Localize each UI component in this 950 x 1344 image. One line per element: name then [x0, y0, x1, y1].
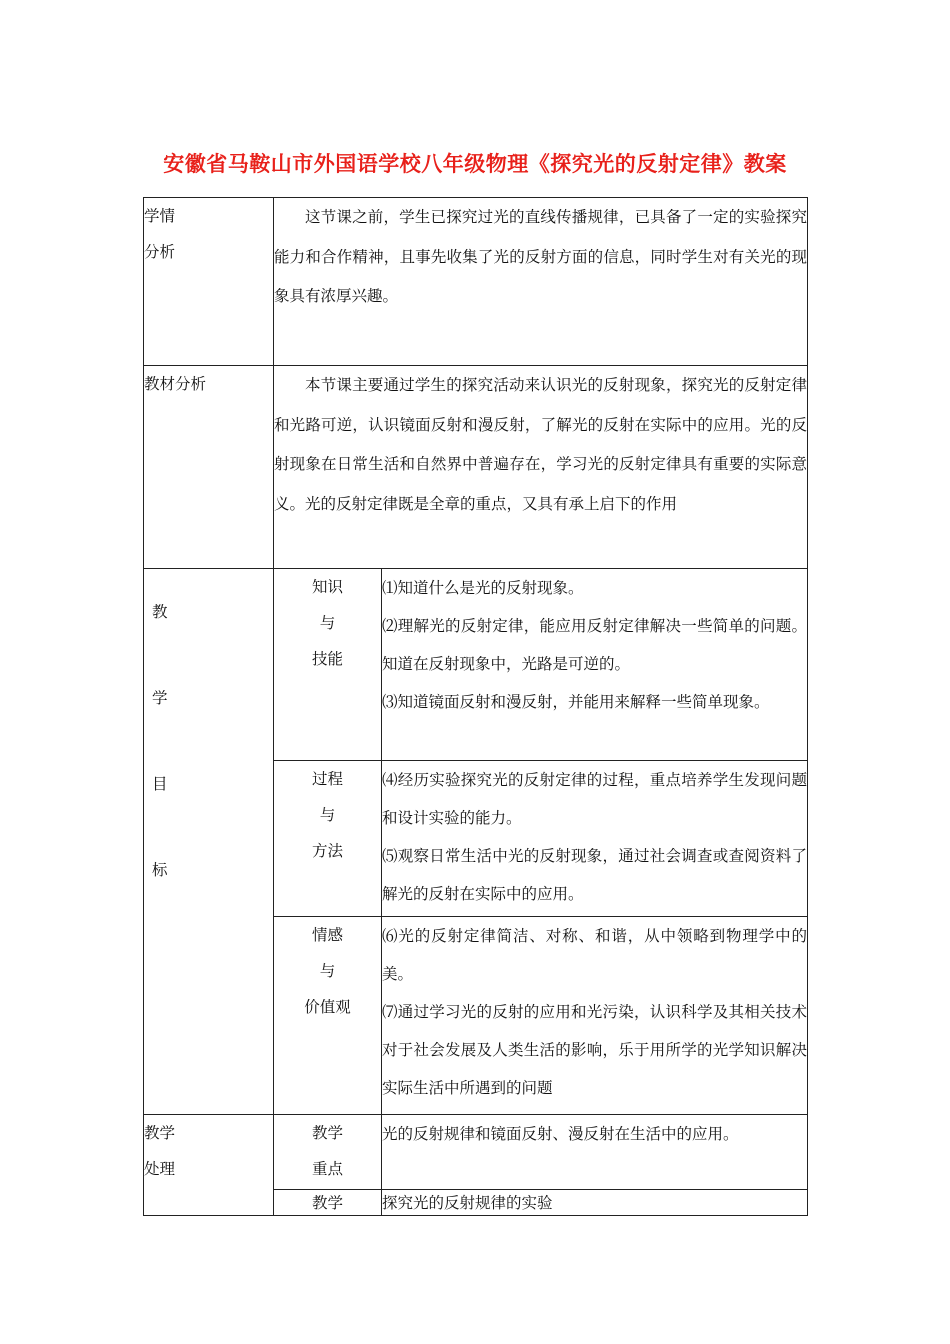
- document-title: 安徽省马鞍山市外国语学校八年级物理《探究光的反射定律》教案: [163, 152, 787, 176]
- process-methods-label: 过程 与 方法: [274, 761, 382, 917]
- emotion-values-items: [382, 917, 808, 1115]
- objective-item-2: ⑵理解光的反射定律，能应用反射定律解决一些简单的问题。知道在反射现象中，光路是可逆的。: [382, 617, 808, 673]
- objective-item-7: ⑺通过学习光的反射的应用和光污染，认识科学及其相关技术对于社会发展及人类生活的影响，乐于用所学的光学知识解决实际生活中所遇到的问题: [382, 1003, 808, 1097]
- objective-item-6: ⑹光的反射定律简洁、对称、和谐，从中领略到物理学中的美。: [382, 927, 808, 983]
- material-analysis-text: 本节课主要通过学生的探究活动来认识光的反射现象，探究光的反射定律和光路可逆，认识镜面反射和漫反射，了解光的反射在实际中的应用。光的反射现象在日常生活和自然界中普遍存在，学习光的反射定律具有重要的实际意义。光的反射定律既是全章的重点，又具有承上启下的作用: [274, 366, 808, 569]
- student-analysis-label: 学情 分析: [144, 198, 274, 366]
- knowledge-skills-items: [382, 569, 808, 761]
- objective-item-5: ⑸观察日常生活中光的反射现象，通过社会调查或查阅资料了解光的反射在实际中的应用。: [382, 847, 808, 903]
- student-analysis-text: 这节课之前，学生已探究过光的直线传播规律，已具备了一定的实验探究能力和合作精神，且事先收集了光的反射方面的信息，同时学生对有关光的现象具有浓厚兴趣。: [274, 198, 808, 366]
- row-key-points: [144, 1115, 808, 1190]
- row-objectives-knowledge: [144, 569, 808, 761]
- key-points-label: 教学 重点: [274, 1115, 382, 1190]
- process-methods-items: [382, 761, 808, 917]
- row-material-analysis: [144, 366, 808, 569]
- emotion-values-label: 情感 与 价值观: [274, 917, 382, 1115]
- teaching-processing-label: 教学 处理: [144, 1115, 274, 1216]
- difficulty-text: 探究光的反射规律的实验: [382, 1190, 808, 1216]
- key-points-text: 光的反射规律和镜面反射、漫反射在生活中的应用。: [382, 1115, 808, 1190]
- lesson-plan-table: [143, 197, 808, 1216]
- knowledge-skills-label: 知识 与 技能: [274, 569, 382, 761]
- objective-item-3: ⑶知道镜面反射和漫反射，并能用来解释一些简单现象。: [382, 693, 770, 711]
- objective-item-4: ⑷经历实验探究光的反射定律的过程，重点培养学生发现问题和设计实验的能力。: [382, 771, 808, 827]
- material-analysis-label: 教材分析: [144, 366, 274, 569]
- difficulty-label: 教学: [274, 1190, 382, 1216]
- objective-item-1: ⑴知道什么是光的反射现象。: [382, 579, 584, 597]
- teaching-objectives-label: 教 学 目 标: [144, 569, 274, 1115]
- row-student-analysis: [144, 198, 808, 366]
